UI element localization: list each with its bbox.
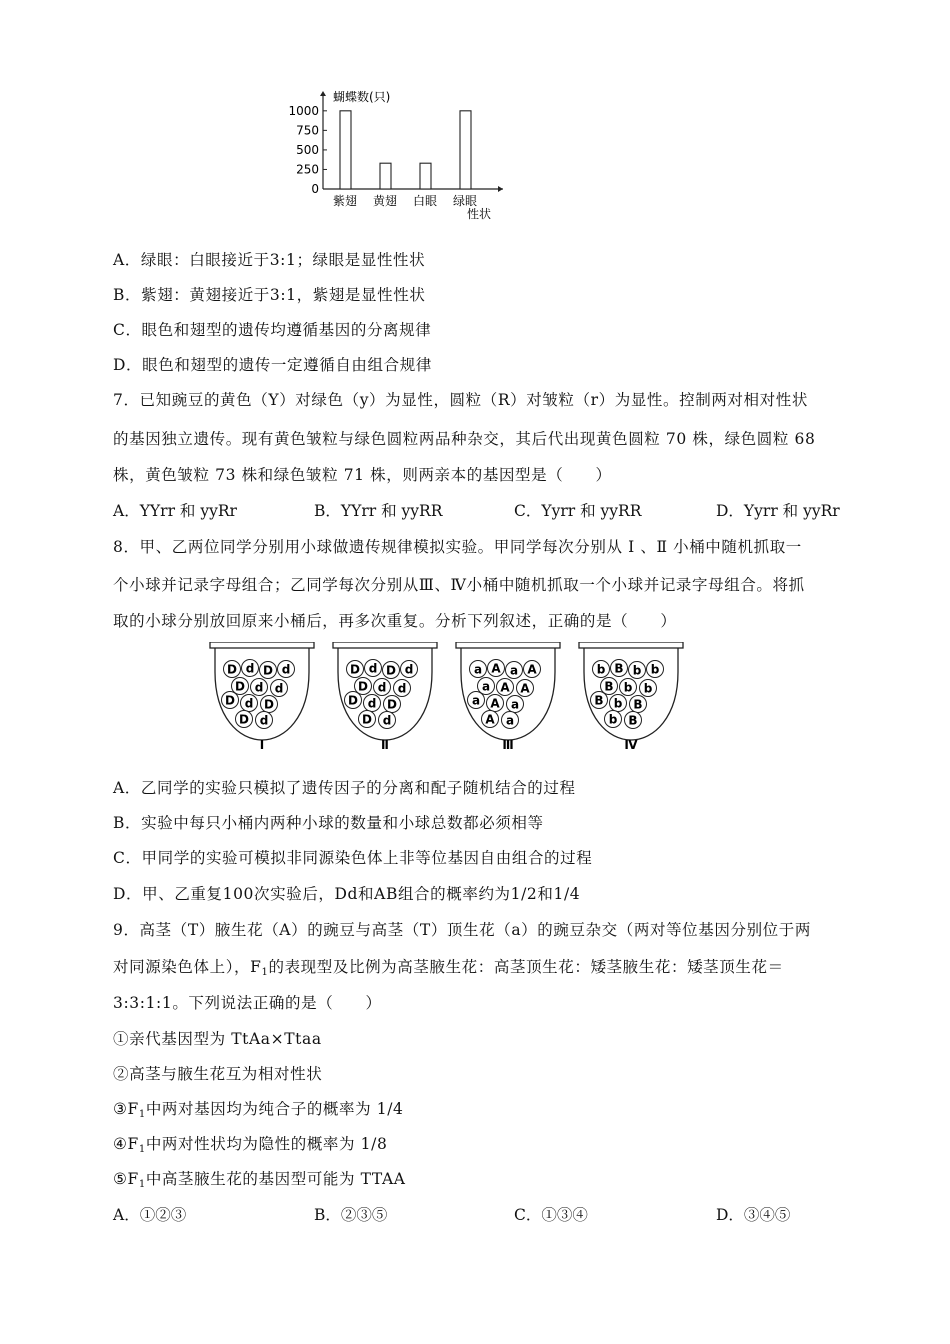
q9-statement-3 <box>113 1097 404 1119</box>
ball-label: a <box>509 663 519 678</box>
ball-label: D <box>362 712 372 727</box>
q9-line2-part-b: 的表现型及比例为高茎腋生花：高茎顶生花：矮茎腋生花：矮茎顶生花＝ <box>268 958 784 976</box>
q7-option-a: A．YYrr 和 yyRr <box>113 502 237 520</box>
q6-option-b: B．紫翅：黄翅接近于3:1，紫翅是显性性状 <box>113 286 426 304</box>
statement-subscript: 1 <box>138 1179 146 1190</box>
ball-label: d <box>274 681 284 696</box>
ball-label: A <box>491 661 501 676</box>
q7-stem-line-2: 的基因独立遗传。现有黄色皱粒与绿色圆粒两品种杂交，其后代出现黄色圆粒 70 株，绿色圆粒 68 <box>113 430 816 448</box>
chart-x-tick-label: 绿眼 <box>452 194 478 208</box>
ball-label: d <box>245 661 255 676</box>
chart-x-tick-label: 紫翅 <box>332 194 358 208</box>
q7-stem-line-1: 7．已知豌豆的黄色（Y）对绿色（y）为显性，圆粒（R）对皱粒（r）为显性。控制两对相对性状 <box>113 391 808 409</box>
bucket-rim <box>333 642 437 648</box>
bucket-3 <box>456 642 560 752</box>
ball-label: d <box>377 680 387 695</box>
statement-text: ④F <box>113 1135 139 1153</box>
ball-label: D <box>264 697 274 712</box>
ball-label: d <box>281 662 291 677</box>
ball-label: A <box>485 712 495 727</box>
statement-text-rest: 中两对基因均为纯合子的概率为 1/4 <box>145 1100 404 1118</box>
ball-label: a <box>505 713 515 728</box>
q8-stem-line-1: 8．甲、乙两位同学分别用小球做遗传规律模拟实验。甲同学每次分别从 Ⅰ 、Ⅱ 小桶中随机抓取一 <box>113 538 802 556</box>
q8-option-b: B．实验中每只小桶内两种小球的数量和小球总数都必须相等 <box>113 814 544 832</box>
chart-y-tick-label: 0 <box>311 182 319 196</box>
ball-label: d <box>368 661 378 676</box>
bucket-label: Ⅰ <box>259 738 265 752</box>
q9-stem-line-2 <box>113 955 784 977</box>
q9-option-d: D．③④⑤ <box>716 1206 791 1224</box>
ball-label: D <box>387 697 397 712</box>
bucket-2 <box>333 642 437 752</box>
chart-y-arrow <box>320 91 326 96</box>
q8-option-c: C．甲同学的实验可模拟非同源染色体上非等位基因自由组合的过程 <box>113 849 593 867</box>
ball-label: d <box>404 662 414 677</box>
q9-statement-1 <box>113 1027 322 1049</box>
chart-y-tick-label: 750 <box>296 123 319 138</box>
ball-label: B <box>604 679 614 694</box>
ball-label: B <box>633 697 643 712</box>
chart-bar <box>460 111 471 189</box>
chart-bar <box>380 163 391 189</box>
ball-label: A <box>520 681 530 696</box>
ball-label: b <box>650 662 660 677</box>
q8-stem-line-2: 个小球并记录字母组合；乙同学每次分别从Ⅲ、Ⅳ小桶中随机抓取一个小球并记录字母组合。将抓 <box>113 576 805 594</box>
chart-y-tick-label: 500 <box>296 142 319 157</box>
q9-statement-4 <box>113 1132 387 1154</box>
ball-label: b <box>596 662 606 677</box>
ball-label: D <box>263 663 273 678</box>
q7-stem-line-3: 株，黄色皱粒 73 株和绿色皱粒 71 株，则两亲本的基因型是（ ） <box>113 466 612 484</box>
ball-label: a <box>473 662 483 677</box>
q9-stem-line-3: 3:3:1:1。下列说法正确的是（ ） <box>113 994 382 1012</box>
ball-label: d <box>367 696 377 711</box>
bucket-diagram <box>205 642 705 754</box>
q7-option-c: C．Yyrr 和 yyRR <box>514 502 642 520</box>
ball-label: A <box>500 680 510 695</box>
q7-option-b: B．YYrr 和 yyRR <box>314 502 443 520</box>
bucket-rim <box>210 642 314 648</box>
chart-x-tick-label: 黄翅 <box>372 194 398 208</box>
bucket-rim <box>579 642 683 648</box>
ball-label: D <box>239 712 249 727</box>
ball-label: b <box>608 712 618 727</box>
statement-subscript: 1 <box>138 1144 146 1155</box>
bucket-4 <box>579 642 683 752</box>
ball-label: D <box>386 663 396 678</box>
butterfly-bar-chart <box>275 85 515 235</box>
ball-label: A <box>490 696 500 711</box>
q9-stem-line-1: 9．高茎（T）腋生花（A）的豌豆与高茎（T）顶生花（a）的豌豆杂交（两对等位基因分别位于两 <box>113 921 811 939</box>
q9-option-b: B．②③⑤ <box>314 1206 388 1224</box>
ball-label: a <box>481 679 491 694</box>
statement-text-rest: 中两对性状均为隐性的概率为 1/8 <box>145 1135 388 1153</box>
q9-option-a: A．①②③ <box>113 1206 187 1224</box>
bucket-label: Ⅲ <box>502 738 514 752</box>
chart-x-axis-label: 性状 <box>467 207 492 221</box>
chart-y-tick-label: 250 <box>296 162 319 177</box>
ball-label: D <box>348 693 358 708</box>
ball-label: A <box>527 662 537 677</box>
chart-bar <box>340 111 351 189</box>
q8-option-a: A．乙同学的实验只模拟了遗传因子的分离和配子随机结合的过程 <box>113 779 576 797</box>
bucket-1 <box>210 642 314 752</box>
ball-label: b <box>632 663 642 678</box>
ball-label: D <box>227 662 237 677</box>
q8-option-d: D．甲、乙重复100次实验后，Dd和AB组合的概率约为1/2和1/4 <box>113 885 581 903</box>
q9-line2-part-a: 对同源染色体上），F <box>113 958 262 976</box>
ball-label: d <box>259 713 269 728</box>
ball-label: B <box>614 661 624 676</box>
bucket-label: Ⅳ <box>624 738 638 752</box>
statement-text: ②高茎与腋生花互为相对性状 <box>113 1065 323 1083</box>
statement-text: ⑤F <box>113 1170 139 1188</box>
ball-label: d <box>254 680 264 695</box>
bucket-label: Ⅱ <box>381 738 389 752</box>
q9-statement-2 <box>113 1062 322 1084</box>
ball-label: b <box>643 681 653 696</box>
ball-label: d <box>397 681 407 696</box>
ball-label: a <box>510 697 520 712</box>
ball-label: d <box>382 713 392 728</box>
bucket-rim <box>456 642 560 648</box>
ball-label: B <box>628 713 638 728</box>
chart-y-tick-label: 1000 <box>288 103 319 118</box>
ball-label: D <box>235 679 245 694</box>
statement-text: ①亲代基因型为 TtAa×Ttaa <box>113 1030 322 1048</box>
q9-line2-subscript: 1 <box>261 967 269 978</box>
chart-y-axis-label: 蝴蝶数(只) <box>333 90 391 104</box>
ball-label: B <box>594 693 604 708</box>
q6-option-c: C．眼色和翅型的遗传均遵循基因的分离规律 <box>113 321 432 339</box>
statement-text: ③F <box>113 1100 139 1118</box>
ball-label: D <box>225 693 235 708</box>
ball-label: a <box>471 693 481 708</box>
chart-x-tick-label: 白眼 <box>412 194 438 208</box>
q9-option-c: C．①③④ <box>514 1206 588 1224</box>
ball-label: d <box>244 696 254 711</box>
q8-stem-line-3: 取的小球分别放回原来小桶后，再多次重复。分析下列叙述，正确的是（ ） <box>113 612 677 630</box>
ball-label: b <box>613 696 623 711</box>
q6-option-d: D．眼色和翅型的遗传一定遵循自由组合规律 <box>113 356 432 374</box>
ball-label: D <box>350 662 360 677</box>
statement-text-rest: 中高茎腋生花的基因型可能为 TTAA <box>145 1170 406 1188</box>
chart-bar <box>420 163 431 189</box>
ball-label: b <box>623 680 633 695</box>
q9-statement-5 <box>113 1167 406 1189</box>
statement-subscript: 1 <box>138 1109 146 1120</box>
chart-x-arrow <box>498 186 503 192</box>
ball-label: D <box>358 679 368 694</box>
q6-option-a: A．绿眼：白眼接近于3:1；绿眼是显性性状 <box>113 251 426 269</box>
q7-option-d: D．Yyrr 和 yyRr <box>716 502 840 520</box>
